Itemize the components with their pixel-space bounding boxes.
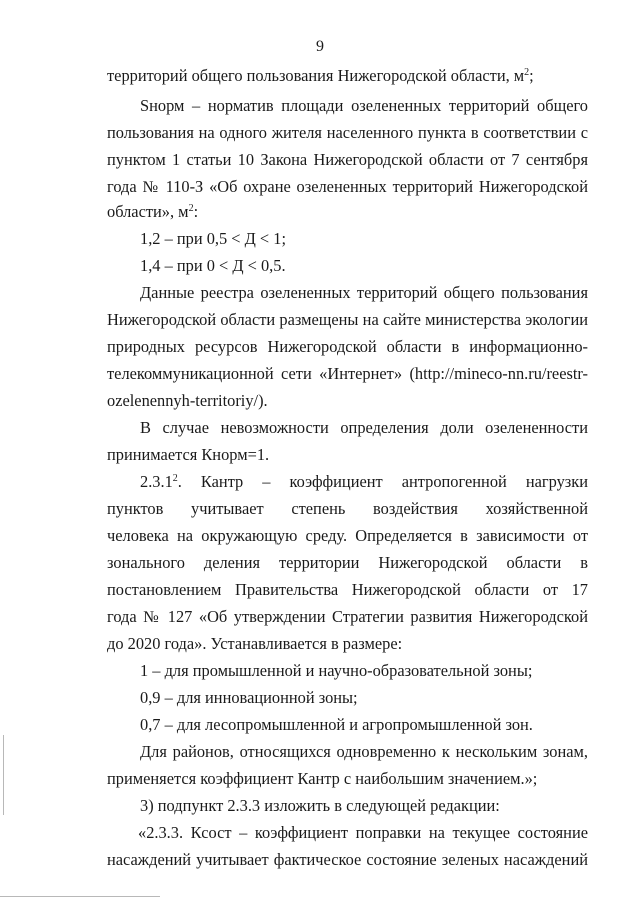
text-line: Нижегородской области размещены на сайте министерства экологии: [107, 310, 588, 329]
text-line: до 2020 года». Устанавливается в размере:: [107, 634, 403, 653]
text-line: постановлением Правительства Нижегородской области от 17: [107, 580, 588, 599]
text-line: зонального деления территории Нижегородской области в: [107, 553, 588, 572]
formula-line: 1,4 – при 0 < Д < 0,5.: [140, 256, 286, 275]
text-line: ozelenennyh-territoriy/).: [107, 391, 268, 410]
text-line: человека на окружающую среду. Определяется в зависимости от: [107, 526, 588, 545]
text-line: «2.3.3. Ксост – коэффициент поправки на текущее состояние: [138, 823, 588, 842]
text-line: пользования на одного жителя населенного пункта в соответствии с: [107, 123, 588, 142]
text-line: Для районов, относящихся одновременно к нескольким зонам,: [140, 742, 588, 761]
page-number: 9: [316, 38, 324, 55]
list-item: 0,9 – для инновационной зоны;: [140, 688, 358, 707]
text-line: пунктов учитывает степень воздействия хозяйственной: [107, 499, 588, 518]
text-line: территорий общего пользования Нижегородской области, $м^2$;: [107, 66, 534, 85]
list-item: 1 – для промышленной и научно-образовательной зоны;: [140, 661, 533, 680]
text-line: Sнорм – норматив площади озелененных территорий общего: [140, 96, 588, 115]
list-item: 0,7 – для лесопромышленной и агропромышленной зон.: [140, 715, 533, 734]
text-line: пунктом 1 статьи 10 Закона Нижегородской области от 7 сентября: [107, 150, 588, 169]
text-line: В случае невозможности определения доли озелененности: [140, 418, 588, 437]
text-line: Данные реестра озелененных территорий общего пользования: [140, 283, 588, 302]
text-line: применяется коэффициент Кантр с наибольшим значением.»;: [107, 769, 538, 788]
text-line: года № 110-З «Об охране озелененных территорий Нижегородской: [107, 177, 588, 196]
text-line: 3) подпункт 2.3.3 изложить в следующей редакции:: [140, 796, 500, 815]
scan-artifact: [0, 896, 160, 897]
text-line: 2.3.1$^2$. Кантр – коэффициент антропогенной нагрузки: [140, 472, 588, 491]
text-line: года № 127 «Об утверждении Стратегии развития Нижегородской: [107, 607, 588, 626]
text-line: принимается Кнорм=1.: [107, 445, 270, 464]
text-line: области», $м^2$:: [107, 202, 199, 221]
scan-artifact: [3, 735, 4, 815]
formula-line: 1,2 – при 0,5 < Д < 1;: [140, 229, 287, 248]
text-line: насаждений учитывает фактическое состояние зеленых насаждений: [107, 850, 588, 869]
text-line: природных ресурсов Нижегородской области в информационно-: [107, 337, 588, 356]
text-line: телекоммуникационной сети «Интернет» (http://mineco-nn.ru/reestr-: [107, 364, 588, 383]
